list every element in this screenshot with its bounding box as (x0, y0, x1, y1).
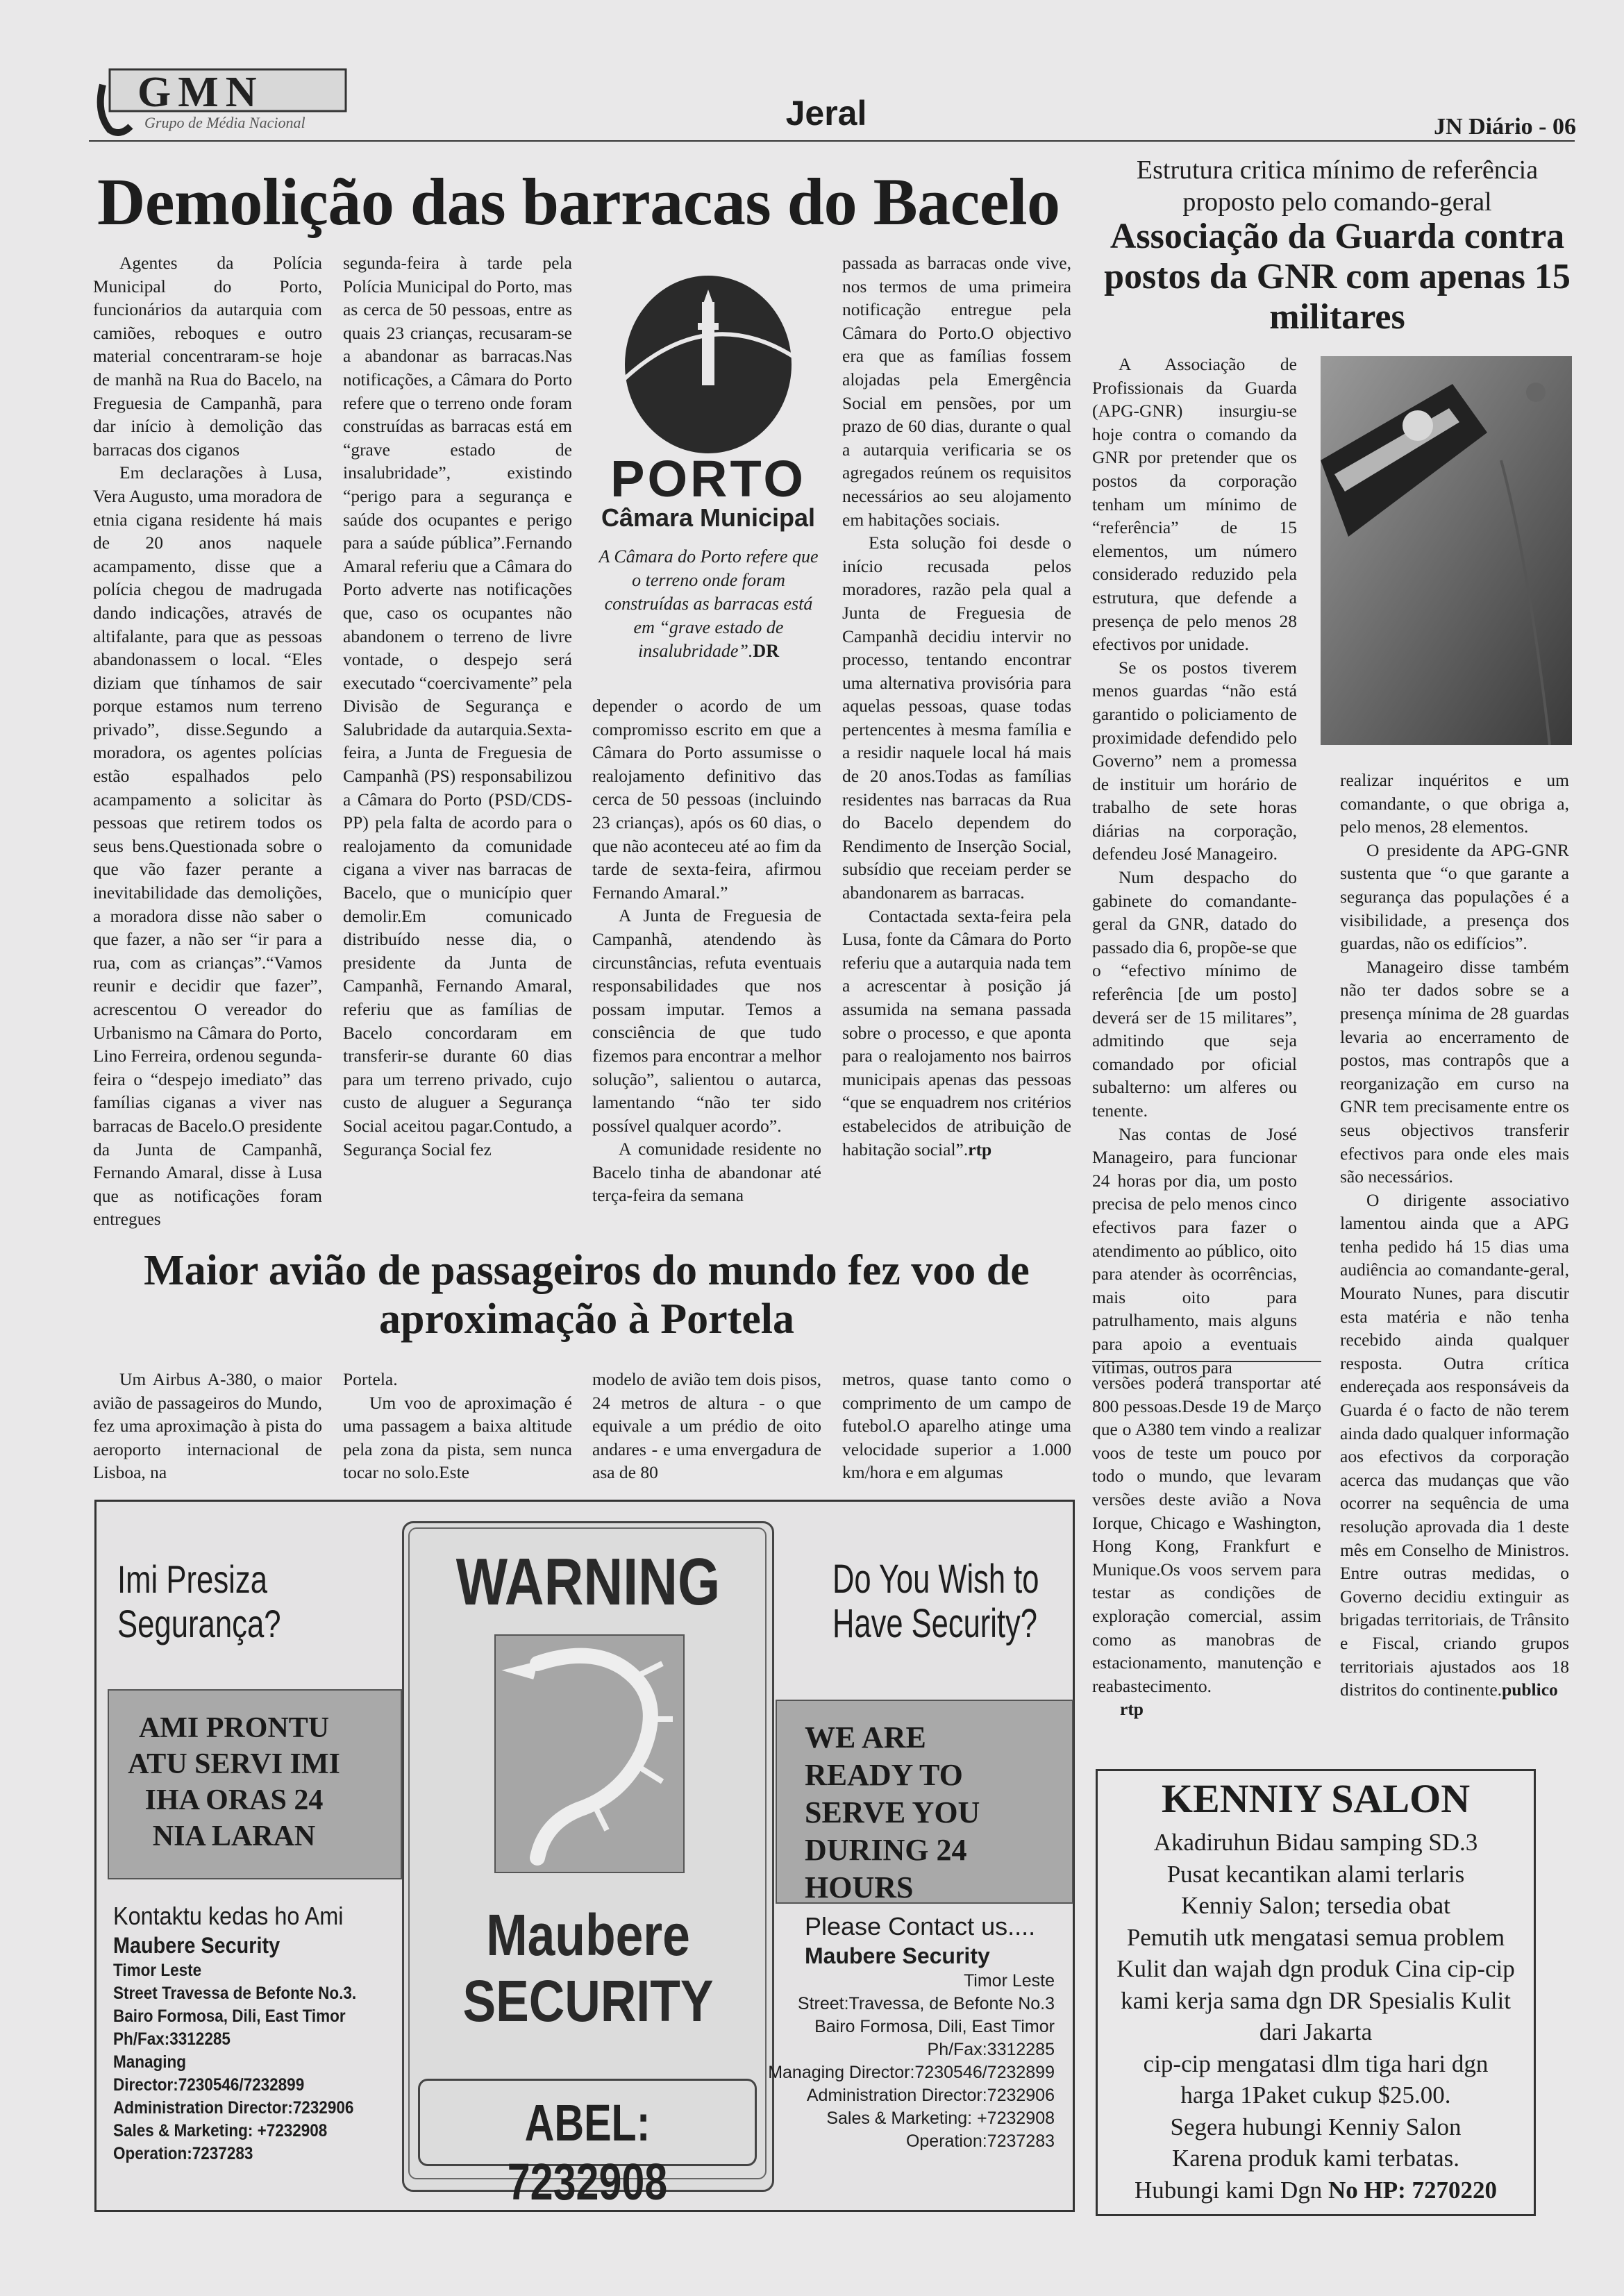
left-contact (113, 1901, 363, 2165)
salon-line: Pemutih utk mengatasi semua problem (1126, 1923, 1505, 1951)
paragraph: O presidente da APG-GNR sustenta que “o que garante a segurança das populações é a visibilidade, a presença dos guardas, não os edifícios”. (1340, 839, 1569, 954)
right-contact-line: Operation:7237283 (905, 2131, 1055, 2151)
phone-badge (418, 2079, 757, 2211)
paragraph: depender o acordo de um compromisso escrito em que a Câmara do Porto assumisse o realojamento definitivo das cerca de 50 pessoas (incluindo 23 crianças), após os 60 dias, o que não aconteceu até ao fim da tarde de sexta-feira, afirmou Fernando Amaral.” (592, 696, 821, 903)
right-banner (776, 1700, 1073, 1904)
right-contact-line: Maubere Security (805, 1943, 990, 1968)
right-banner-text: WE ARE READY TO SERVE YOU DURING 24 HOURS (805, 1720, 980, 1904)
right-contact-line: Timor Leste (963, 1971, 1055, 1991)
article3-headline: Associação da Guarda contra postos da GNR com apenas 15 militares (1104, 217, 1571, 337)
paragraph: metros, quase tanto como o comprimento de um campo de futebol.O aparelho atinge uma velocidade superior a 1.000 km/hora e em algumas (842, 1369, 1071, 1483)
article3-col-b (1340, 769, 1569, 1702)
page-number: JN Diário - 06 (1434, 114, 1576, 140)
paragraph: Um Airbus A-380, o maior avião de passageiros do Mundo, fez uma aproximação à pista do aeroporto internacional de Lisboa, na (93, 1369, 322, 1483)
article2-col4 (842, 1368, 1071, 1484)
article1-col2 (343, 251, 572, 1161)
caption-text: A Câmara do Porto refere que o terreno onde foram construídas as barracas está em “grave estado de insalubridade”. (598, 546, 819, 661)
salon-line: Akadiruhun Bidau samping SD.3 (1153, 1829, 1478, 1856)
paragraph: A Associação de Profissionais da Guarda (APG-GNR) insurgiu-se hoje contra o comando da GNR por pretender que os postos da corporação tenham um mínimo de “referência” de 15 elementos, um número considerado reduzido pela estrutura, que defende a presença de pelo menos 28 efectivos por unidade. (1092, 354, 1297, 655)
crocodile-emblem (494, 1634, 685, 1873)
section-title: Jeral (785, 94, 867, 133)
paragraph: A comunidade residente no Bacelo tinha de abandonar até terça-feira da semana (592, 1139, 821, 1206)
salon-line: cip-cip mengatasi dlm tiga hari dgn (1143, 2050, 1489, 2077)
logo-text: GMN (137, 69, 264, 116)
gnr-photo (1321, 356, 1572, 745)
paragraph: Esta solução foi desde o início recusada pelos moradores, razão pela qual a Junta de Freguesia de Campanhã decidiu intervir no processo, tentando encontrar uma alternativa provisória para aquelas pessoas, quase todas pertencentes à mesma família e a residir naquele local há mais de 20 anos.Todas as famílias residentes nas barracas da Rua do Bacelo dependem do Rendimento de Inserção Social, subsídio que receiam perder se abandonarem as barracas. (842, 533, 1071, 903)
right-contact (763, 1911, 1055, 2153)
right-contact-line: Managing Director:7230546/7232899 (768, 2063, 1055, 2082)
porto-logo-sub: Câmara Municipal (601, 503, 816, 532)
right-contact-line: Ph/Fax:3312285 (927, 2040, 1055, 2059)
paragraph: Se os postos tiverem menos guardas “não está garantido o policiamento de proximidade defendido pelo Governo” nem a promessa de instituir um horário de trabalho de sete horas diárias na corporação, defendeu José Manageiro. (1092, 657, 1297, 864)
right-contact-line: Sales & Marketing: +7232908 (826, 2109, 1055, 2128)
salon-title: KENNIY SALON (1161, 1776, 1471, 1821)
paragraph: realizar inquéritos e um comandante, o que obriga a, pelo menos, 28 elementos. (1340, 770, 1569, 837)
logo-subtitle: Grupo de Média Nacional (144, 114, 305, 131)
paragraph (1340, 1189, 1569, 1702)
salon-line: harga 1Paket cukup $25.00. (1180, 2081, 1451, 2109)
salon-line: Kenniy Salon; tersedia obat (1181, 1892, 1450, 1919)
paragraph: A Junta de Freguesia de Campanhã, atendendo às circunstâncias, refuta eventuais responsabilidades que nos possam imputar. Temos a consciência de que tudo fizemos para encontrar a melhor solução”, salientou o autarca, lamentando “não ter sido possível qualquer acordo”. (592, 905, 821, 1136)
paragraph: Portela. (343, 1369, 398, 1389)
salon-line: Segera hubungi Kenniy Salon (1170, 2113, 1462, 2140)
left-contact-line: Timor Leste (113, 1961, 202, 1980)
credit: publico (1502, 1679, 1558, 1700)
right-contact-line: Administration Director:7232906 (806, 2086, 1055, 2105)
paragraph: Um voo de aproximação é uma passagem a baixa altitude pela zona da pista, sem nunca tocar no solo.Este (343, 1392, 572, 1483)
paragraph: modelo de avião tem dois pisos, 24 metros de altura - o que equivale a um prédio de oito andares - e uma envergadura de asa de 80 (592, 1369, 821, 1483)
salon-contact (1098, 2175, 1534, 2206)
paragraph: Num despacho do gabinete do comandante-geral da GNR, datado do passado dia 6, propõe-se que o “efectivo mínimo de referência [de um posto] deverá ser de 15 militares”, admitindo que seja comandado por oficial subalterno: um alferes ou tenente. (1092, 867, 1297, 1121)
salon-phone: No HP: 7270220 (1328, 2176, 1498, 2204)
salon-line: dari Jakarta (1259, 2018, 1373, 2045)
salon-line: Pusat kecantikan alami terlaris (1166, 1860, 1465, 1888)
gnr-photo-graphic (1321, 356, 1572, 745)
left-contact-line: Sales & Marketing: +7232908 (113, 2121, 328, 2140)
article3-kicker: Estrutura critica mínimo de referência proposto pelo comando-geral (1136, 156, 1539, 217)
article3-col-a (1092, 353, 1297, 1379)
article2-headline: Maior avião de passageiros do mundo fez voo de aproximação à Portela (144, 1247, 1030, 1343)
article2-col1 (93, 1368, 322, 1484)
article2-col5 (1092, 1371, 1321, 1721)
article2-col2 (343, 1368, 572, 1484)
left-contact-line: Street Travessa de Befonte No.3. (113, 1984, 357, 2003)
left-banner-text: AMI PRONTU ATU SERVI IMI IHA ORAS 24 NIA LARAN (128, 1712, 340, 1852)
right-contact-title: Please Contact us.... (805, 1912, 1036, 1941)
left-contact-line: Maubere Security (113, 1933, 281, 1958)
paragraph: Manageiro disse também não ter dados sobre se a presença mínima de 28 guardas levaria ao encerramento de postos, mas contrapôs que a reorganização em curso na GNR tem precisamente entre os seus objectivos transferir efectivos para onde eles mais são necessários. (1340, 956, 1569, 1187)
paragraph: versões poderá transportar até 800 pessoas.Desde 19 de Março que o A380 tem vindo a realizar voos de teste um pouco por todo o mundo, que levaram versões deste avião a Nova Iorque, Chicago e Washington, Hong Kong, Frankfurt e Munique.Os voos servem para testar as condições de exploração comercial, assim como as manobras de estacionamento, manutenção e reabastecimento. (1092, 1373, 1321, 1696)
warning-word: WARNING (455, 1545, 721, 1619)
ad-question-english: Do You Wish to Have Security? (832, 1557, 1039, 1646)
phone-number: ABEL: 7232908 (507, 2094, 668, 2211)
salon-line: Karena produk kami terbatas. (1171, 2145, 1459, 2172)
article1-col1 (93, 251, 322, 1231)
caption-credit: DR (753, 641, 779, 661)
article1-headline: Demolição das barracas do Bacelo (97, 165, 1060, 239)
paragraph: Agentes da Polícia Municipal do Porto, funcionários da autarquia com camiões, reboques e outro material concentraram-se hoje de manhã na Rua do Bacelo, na Freguesia de Campanhã, para dar início à demolição das barracas dos ciganos (93, 253, 322, 460)
salon-line: Kulit dan wajah dgn produk Cina cip-cip (1116, 1955, 1515, 1982)
paragraph: segunda-feira à tarde pela Polícia Municipal do Porto, mas as cerca de 50 pessoas, entre as quais 23 crianças, recusaram-se a abandonar as barracas.Nas notificações, a Câmara do Porto refere que o terreno onde foram construídas as barracas está em “grave estado de insalubridade”, existindo “perigo para a segurança e saúde dos ocupantes e perigo para a saúde pública”.Fernando Amaral referiu que a Câmara do Porto adverte nas notificações que, caso os ocupantes não abandonem o terreno de livre vontade, o despejo será executado “coercivamente” pela Divisão de Segurança e Salubridade da autarquia.Sexta-feira, a Junta de Freguesia de Campanhã (PS) responsabilizou a Câmara do Porto (PSD/CDS-PP) pela falta de acordo para o realojamento da comunidade cigana a viver nas barracas de Bacelo, que o município quer demolir.Em comunicado distribuído nesse dia, o presidente da Junta de Campanhã, Fernando Amaral, referiu que as famílias de Bacelo concordaram em transferir-se durante 60 dias para um terreno privado, cujo custo de aluguer a Segurança Social aceitou pagar.Contudo, a Segurança Social fez (343, 253, 572, 1159)
paragraph-text: O dirigente associativo lamentou ainda que a APG tenha pedido há 15 dias uma audiência ao comandante-geral, Mourato Nunes, para discutir esta matéria e não tenha recebido ainda qualquer resposta. Outra crítica endereçada aos responsáveis da Guarda é o facto de não terem ainda dado qualquer informação aos efectivos da corporação acerca das mudanças que vão ocorrer na sequência de uma resolução aprovada dia 1 deste mês em Conselho de Ministros. Entre outras medidas, o Governo decidiu extinguir as brigadas territoriais, de Trânsito e Fiscal, criando grupos territoriais ajustados aos 18 distritos do continente. (1340, 1189, 1569, 1700)
left-contact-line: Bairo Formosa, Dili, East Timor (113, 2006, 346, 2026)
salon-advertisement (1096, 1769, 1536, 2216)
left-banner (108, 1689, 402, 1879)
paragraph: passada as barracas onde vive, nos termos de uma primeira notificação entregue pela Câmara do Porto.O objectivo era que as famílias fossem alojadas pela Emergência Social em pensões, por um prazo de 60 dias, durante o qual a autarquia verificaria se os agregados reúnem os requisitos necessários ao seu alojamento em habitações sociais. (842, 253, 1071, 530)
header-rule (89, 140, 1575, 142)
right-contact-line: Street:Travessa, de Befonte No.3 (797, 1994, 1055, 2013)
credit: rtp (968, 1139, 992, 1159)
salon-line: kami kerja sama dgn DR Spesialis Kulit (1121, 1986, 1511, 2014)
left-contact-line: Operation:7237283 (113, 2144, 253, 2163)
warning-sign (402, 1521, 774, 2211)
brand-name: Maubere (486, 1902, 690, 1968)
salon-contact-text: Hubungi kami Dgn (1134, 2176, 1328, 2204)
article2-col3 (592, 1368, 821, 1484)
salon-body (1098, 1827, 1534, 2206)
left-contact-line: Managing Director:7230546/7232899 (113, 2052, 305, 2095)
ad-question-tetum: Imi Presiza Segurança? (117, 1557, 281, 1645)
left-contact-line: Ph/Fax:3312285 (113, 2029, 231, 2049)
security-advertisement (94, 1500, 1075, 2212)
paragraph-text: Contactada sexta-feira pela Lusa, fonte da Câmara do Porto referiu que a autarquia nada tem a acrescentar à posição já assumida na semana passada sobre o processo, e que aponta para o realojamento nos bairros municipais apenas das pessoas “que se enquadrem nos critérios estabelecidos de atribuição de habitação social”. (842, 905, 1071, 1159)
article1-col4 (842, 251, 1071, 1161)
porto-logo-graphic (587, 274, 830, 462)
paragraph (842, 905, 1071, 1162)
brand-security: SECURITY (462, 1968, 714, 2034)
left-contact-line: Administration Director:7232906 (113, 2098, 354, 2118)
left-contact-title: Kontaktu kedas ho Ami (113, 1902, 344, 1930)
crocodile-icon (496, 1636, 683, 1872)
paragraph: Nas contas de José Manageiro, para funcionar 24 horas por dia, um posto precisa de pelo menos cinco efectivos para fazer o atendimento ao público, oito para atender às ocorrências, mais oito para patrulhamento, mais alguns para apoio a eventuais vítimas, outros para (1092, 1123, 1297, 1377)
porto-logo (587, 274, 830, 538)
paragraph: Em declarações à Lusa, Vera Augusto, uma moradora de etnia cigana residente há mais de 20 anos naquele acampamento, disse que a polícia chegou de madrugada dando indicações, através de altifalante, para que as pessoas abandonassem o local. “Eles diziam que tínhamos de sair porque estamos num terreno privado”, disse.Segundo a moradora, os agentes polícias estão espalhados pelo acampamento a solicitar às pessoas que retirem todos os seus bens.Questionada sobre o que vão fazer perante a inevitabilidade das demolições, a moradora disse não saber o que fazer, a não ser “ir para a rua, com as crianças”.“Vamos reunir e decidir que fazer”, acrescentou O vereador do Urbanismo na Câmara do Porto, Lino Ferreira, ordenou segunda-feira o “despejo imediato” das famílias ciganas a viver nas barracas de Bacelo.O presidente da Junta de Campanhã, Fernando Amaral, disse à Lusa que as notificações foram entregues (93, 462, 322, 1230)
right-contact-line: Bairo Formosa, Dili, East Timor (814, 2017, 1055, 2036)
porto-logo-word: PORTO (610, 450, 806, 508)
photo-caption (596, 545, 821, 663)
article1-col3 (592, 694, 821, 1207)
gmn-logo (89, 64, 353, 139)
credit: rtp (1120, 1699, 1144, 1720)
